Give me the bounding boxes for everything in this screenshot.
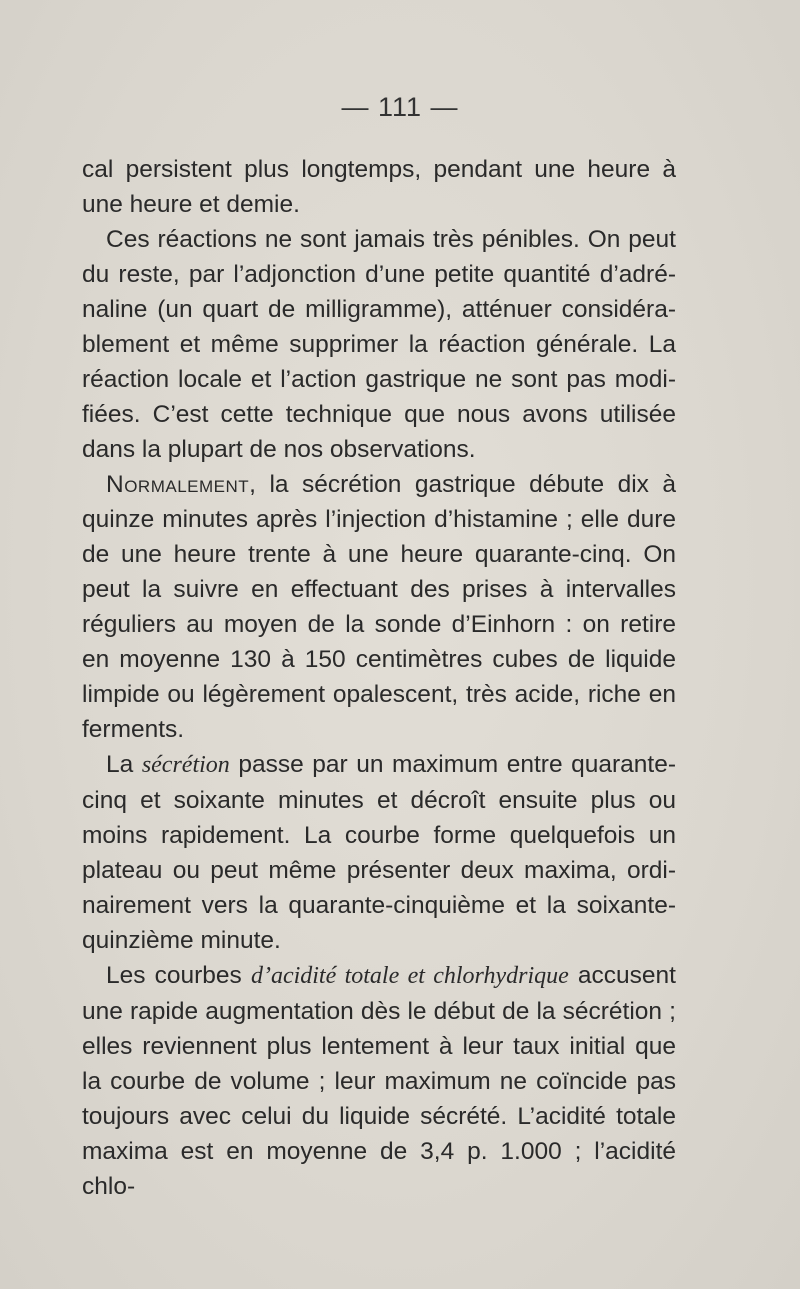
paragraph-text: accusent une rapide augmentation dès le début de la sécrétion ; elles reviennent plus lentement à leur taux initial que la courbe de volume ; leur maximum ne coïncide pas toujours avec celui du liquide sécrété. L’acidité totale maxima est en moyenne de 3,4 p. 1.000 ; l’acidité chlo- [82, 962, 676, 1200]
smallcaps-lead: Normalement [106, 471, 250, 498]
paragraph-secretion [82, 747, 676, 958]
paragraph-reactions: Ces réactions ne sont jamais très pénibles. On peut du reste, par l’adjonction d’une petite quantité d’adrénaline (un quart de milligramme), atténuer considérablement et même supprimer la réaction générale. La réaction locale et l’action gastrique ne sont pas modifiées. C’est cette technique que nous avons utilisée dans la plupart de nos observations. [82, 226, 676, 463]
italic-term: d’acidité totale et chlorhydrique [250, 963, 569, 989]
paragraph-text: Les courbes [106, 962, 251, 989]
paragraph-text: passe par un maximum entre quarante-cinq et soixante minutes et décroît ensuite plus ou moins rapidement. La courbe forme quelquefois un plateau ou peut même présenter deux maxima, ordinairement vers la quarante-cinquième et la soixante-quinzième minute. [82, 751, 677, 954]
paragraph-text: La [106, 751, 142, 778]
paragraph-continued: cal persistent plus longtemps, pendant une heure à une heure et demie. [82, 156, 676, 218]
paragraph-normalement [82, 467, 676, 747]
body-text [82, 152, 676, 1204]
paragraph-acidite [82, 958, 676, 1204]
page-number: — 111 — [341, 92, 459, 122]
italic-term: sécrétion [141, 752, 230, 778]
paragraph-text: , la sécrétion gastrique débute dix à quinze minutes après l’injection d’histamine ; elle dure de une heure trente à une heure quarante-cinq. On peut la suivre en effectuant des prises à intervalles réguliers au moyen de la sonde d’Einhorn : on retire en moyenne 130 à 150 centimètres cubes de liquide limpide ou légèrement opalescent, très acide, riche en ferments. [82, 471, 676, 743]
